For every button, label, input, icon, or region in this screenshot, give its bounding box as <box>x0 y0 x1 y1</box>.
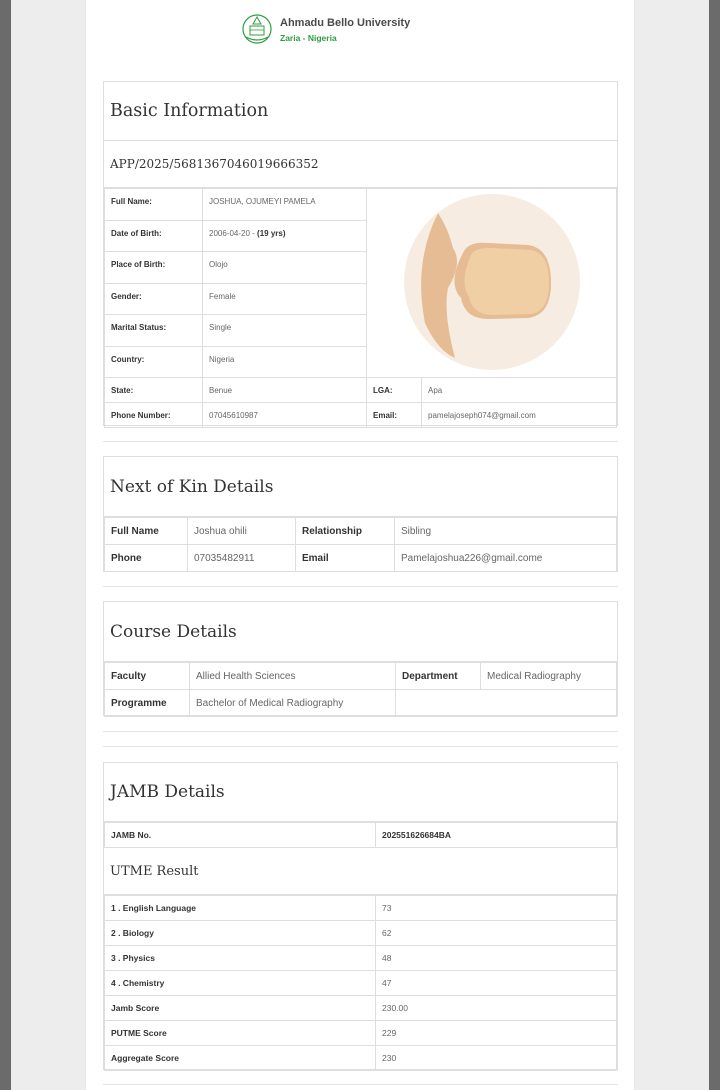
age-value: (19 yrs) <box>257 228 286 238</box>
section-divider <box>103 1084 618 1085</box>
subject-score: 47 <box>376 971 617 996</box>
table-row <box>105 996 617 1021</box>
application-number: APP/2025/5681367046019666352 <box>104 141 617 188</box>
subject-name: 1 . English Language <box>105 896 376 921</box>
date-of-birth-label: Date of Birth: <box>105 220 203 252</box>
jamb-number-label: JAMB No. <box>105 823 376 848</box>
kin-email-value: Pamelajoshua226@gmail.come <box>395 545 617 572</box>
subject-score: 73 <box>376 896 617 921</box>
lga-label: LGA: <box>367 378 422 403</box>
basic-information-table <box>104 188 617 428</box>
next-of-kin-card <box>103 456 618 572</box>
department-label: Department <box>396 663 481 690</box>
jamb-score-label: Jamb Score <box>105 996 376 1021</box>
next-of-kin-title: Next of Kin Details <box>104 457 617 517</box>
state-value: Benue <box>203 378 367 403</box>
kin-email-label: Email <box>296 545 395 572</box>
department-value: Medical Radiography <box>481 663 617 690</box>
email-value: pamelajoseph074@gmail.com <box>422 403 617 428</box>
putme-score-value: 229 <box>376 1021 617 1046</box>
utme-result-title: UTME Result <box>104 848 617 895</box>
phone-number-label: Phone Number: <box>105 403 203 428</box>
programme-value: Bachelor of Medical Radiography <box>190 690 396 717</box>
full-name-label: Full Name: <box>105 189 203 221</box>
table-row <box>105 971 617 996</box>
date-of-birth-value <box>203 220 367 252</box>
lga-value: Apa <box>422 378 617 403</box>
subject-score: 62 <box>376 921 617 946</box>
marital-status-value: Single <box>203 315 367 347</box>
section-divider <box>103 586 618 587</box>
document-page <box>85 0 635 1090</box>
programme-label: Programme <box>105 690 190 717</box>
section-divider <box>103 441 618 442</box>
table-row <box>105 1046 617 1071</box>
place-of-birth-value: Olojo <box>203 252 367 284</box>
section-divider <box>103 731 618 732</box>
jamb-number-value: 202551626684BA <box>376 823 617 848</box>
kin-relationship-value: Sibling <box>395 518 617 545</box>
table-row <box>105 1021 617 1046</box>
jamb-number-table <box>104 822 617 848</box>
kin-phone-label: Phone <box>105 545 188 572</box>
subject-name: 3 . Physics <box>105 946 376 971</box>
jamb-score-value: 230.00 <box>376 996 617 1021</box>
subject-name: 2 . Biology <box>105 921 376 946</box>
aggregate-score-label: Aggregate Score <box>105 1046 376 1071</box>
subject-name: 4 . Chemistry <box>105 971 376 996</box>
kin-relationship-label: Relationship <box>296 518 395 545</box>
marital-status-label: Marital Status: <box>105 315 203 347</box>
gender-label: Gender: <box>105 283 203 315</box>
faculty-label: Faculty <box>105 663 190 690</box>
next-of-kin-table <box>104 517 617 572</box>
jamb-details-card <box>103 762 618 1070</box>
full-name-value: JOSHUA, OJUMEYI PAMELA <box>203 189 367 221</box>
university-location: Zaria - Nigeria <box>280 32 337 43</box>
place-of-birth-label: Place of Birth: <box>105 252 203 284</box>
empty-cell <box>396 690 617 717</box>
country-value: Nigeria <box>203 346 367 378</box>
section-divider <box>103 746 618 747</box>
passport-photo <box>367 189 617 378</box>
table-row <box>105 896 617 921</box>
putme-score-label: PUTME Score <box>105 1021 376 1046</box>
faculty-value: Allied Health Sciences <box>190 663 396 690</box>
jamb-details-title: JAMB Details <box>104 763 617 822</box>
kin-full-name-value: Joshua ohili <box>188 518 296 545</box>
course-details-table <box>104 662 617 717</box>
university-name: Ahmadu Bello University <box>280 16 411 29</box>
gender-value: Female <box>203 283 367 315</box>
basic-information-title: Basic Information <box>104 82 617 141</box>
window-left-edge <box>0 0 11 1090</box>
window-right-edge <box>709 0 720 1090</box>
kin-phone-value: 07035482911 <box>188 545 296 572</box>
table-row <box>105 946 617 971</box>
subject-score: 48 <box>376 946 617 971</box>
country-label: Country: <box>105 346 203 378</box>
aggregate-score-value: 230 <box>376 1046 617 1071</box>
kin-full-name-label: Full Name <box>105 518 188 545</box>
state-label: State: <box>105 378 203 403</box>
email-label: Email: <box>367 403 422 428</box>
utme-result-table <box>104 895 617 1071</box>
phone-number-value: 07045610987 <box>203 403 367 428</box>
table-row <box>105 921 617 946</box>
university-logo-icon <box>241 13 273 45</box>
course-details-card <box>103 601 618 716</box>
course-details-title: Course Details <box>104 602 617 662</box>
basic-information-card <box>103 81 618 426</box>
dob-date: 2006-04-20 - <box>209 228 258 238</box>
university-header <box>241 12 410 46</box>
avatar-icon <box>403 193 581 371</box>
